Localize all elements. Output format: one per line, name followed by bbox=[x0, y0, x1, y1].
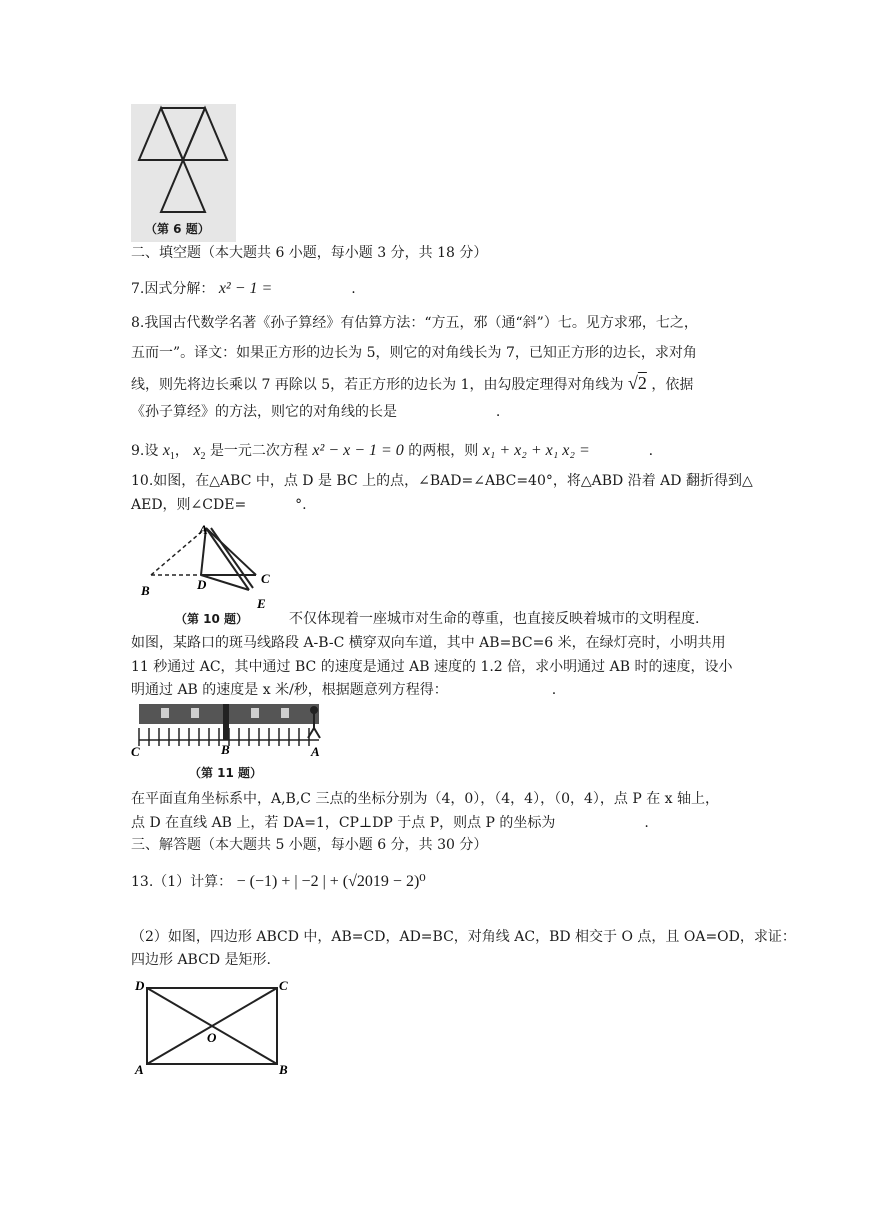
q9-a: 9.设 bbox=[131, 443, 159, 459]
q11-label-c: C bbox=[131, 744, 140, 759]
q9-tail: . bbox=[648, 443, 654, 459]
q11-line2: 如图，某路口的斑马线路段 A-B-C 横穿双向车道，其中 AB=BC=6 米，在绿灯亮时，小明共用 bbox=[131, 635, 726, 651]
q11-line4-text: 明通过 AB 的速度是 x 米/秒，根据题意列方程得： bbox=[131, 682, 448, 698]
q13-label-o: O bbox=[207, 1030, 217, 1045]
question-7 bbox=[131, 279, 356, 299]
q8-sqrt: √2 bbox=[627, 373, 647, 393]
q9-b: 是一元二次方程 bbox=[209, 443, 308, 459]
q10-line2-text: AED，则∠CDE= bbox=[131, 497, 247, 513]
q8-line4-tail: . bbox=[495, 404, 501, 420]
q9-c: 的两根，则 bbox=[408, 443, 479, 459]
figure-6-caption: （第 6 题） bbox=[145, 222, 210, 236]
q13-p2-line1: （2）如图，四边形 ABCD 中，AB=CD，AD=BC，对角线 AC，BD 相交于 O 点，且 OA=OD，求证： bbox=[131, 929, 796, 945]
figure-13-drawing bbox=[131, 976, 291, 1076]
q8-sqrt-value: 2 bbox=[637, 373, 647, 393]
figure-11-caption: （第 11 题） bbox=[189, 766, 263, 780]
q7-text: 7.因式分解： bbox=[131, 281, 215, 297]
figure-11-drawing bbox=[131, 702, 331, 760]
q13-label-b: B bbox=[279, 1062, 288, 1076]
q12-line2-text: 点 D 在直线 AB 上，若 DA=1，CP⊥DP 于点 P，则点 P 的坐标为 bbox=[131, 815, 556, 831]
q11-line1: 不仅体现着一座城市对生命的尊重，也直接反映着城市的文明程度. bbox=[289, 611, 700, 627]
section2-heading: 二、填空题（本大题共 6 小题，每小题 3 分，共 18 分） bbox=[131, 245, 488, 261]
q10-label-e: E bbox=[257, 596, 266, 611]
q10-line1: 10.如图，在△ABC 中，点 D 是 BC 上的点，∠BAD=∠ABC=40°，将△ABD 沿着 AD 翻折得到△ bbox=[131, 473, 753, 489]
q13-p2-line2: 四边形 ABCD 是矩形. bbox=[131, 952, 271, 968]
q12-line1: 在平面直角坐标系中，A,B,C 三点的坐标分别为（4，0），（4，4），（0，4），点 P 在 x 轴上， bbox=[131, 791, 720, 807]
q10-line2 bbox=[131, 495, 307, 515]
q11-line4-tail: . bbox=[551, 682, 557, 698]
q8-line2: 五而一”。译文：如果正方形的边长为 5，则它的对角线长为 7，已知正方形的边长，求对角 bbox=[131, 345, 697, 361]
q13-part1 bbox=[131, 872, 426, 892]
q13-label-c: C bbox=[279, 978, 288, 993]
figure-11 bbox=[131, 702, 331, 782]
q10-label-c: C bbox=[261, 571, 270, 586]
q8-line1: 8.我国古代数学名著《孙子算经》有估算方法：“方五，邪（通“斜”）七。见方求邪，七之， bbox=[131, 315, 698, 331]
q10-label-b: B bbox=[141, 583, 150, 598]
q11-label-a: A bbox=[311, 744, 320, 759]
q9-sum: x₁ + x₂ + x₁ x₂ = bbox=[482, 442, 590, 459]
question-9: 9.设 $x_1$， $x_2$ 是一元二次方程 x² − x − 1 = 0 的两根，则 x₁ + x₂ + x₁ x₂ = . bbox=[131, 442, 654, 463]
q9-x2: $x_2$ bbox=[193, 442, 206, 463]
q9-x1: $x_1$ bbox=[162, 442, 175, 463]
q8-line3 bbox=[131, 373, 693, 395]
q13-p1-expr: − (−1) + | −2 | + (√2019 − 2)⁰ bbox=[236, 873, 426, 890]
q8-line3-tail: ，依据 bbox=[651, 377, 694, 393]
q13-p1-label: 13.（1）计算： bbox=[131, 874, 233, 890]
q8-line4 bbox=[131, 402, 500, 422]
q10-line2-tail: °. bbox=[295, 497, 307, 513]
q11-line4 bbox=[131, 680, 556, 700]
q13-label-d: D bbox=[135, 978, 145, 993]
q12-line2-tail: . bbox=[644, 815, 649, 831]
section3-heading: 三、解答题（本大题共 5 小题，每小题 6 分，共 30 分） bbox=[131, 837, 488, 853]
figure-10-caption: （第 10 题） bbox=[175, 612, 249, 626]
q8-line4-text: 《孙子算经》的方法，则它的对角线的长是 bbox=[131, 404, 397, 420]
q11-label-b: B bbox=[221, 742, 230, 757]
figure-13 bbox=[131, 976, 291, 1076]
q12-line2 bbox=[131, 813, 649, 833]
figure-10 bbox=[131, 520, 286, 628]
q8-line3-text: 线，则先将边长乘以 7 再除以 5，若正方形的边长为 1，由勾股定理得对角线为 bbox=[131, 377, 624, 393]
figure-6 bbox=[131, 104, 236, 242]
q10-label-d: D bbox=[197, 577, 207, 592]
q11-line3: 11 秒通过 AC，其中通过 BC 的速度是通过 AB 速度的 1.2 倍，求小明通过 AB 时的速度，设小 bbox=[131, 659, 733, 675]
q7-expr: x² − 1 = bbox=[218, 280, 273, 297]
figure-10-drawing bbox=[131, 520, 286, 615]
q13-label-a: A bbox=[135, 1062, 144, 1076]
q7-tail: . bbox=[351, 281, 356, 297]
q10-label-a: A bbox=[199, 522, 208, 537]
q9-eq: x² − x − 1 = 0 bbox=[312, 442, 404, 459]
